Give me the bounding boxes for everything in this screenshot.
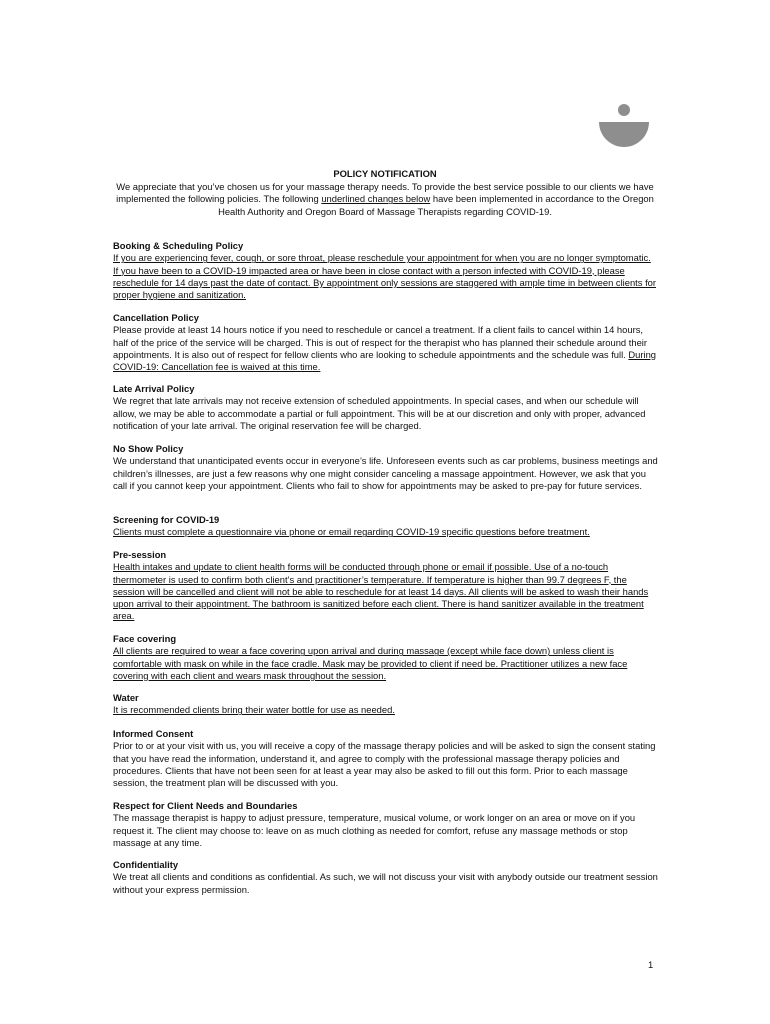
section-booking-scheduling bbox=[113, 240, 658, 301]
section-body bbox=[113, 561, 658, 622]
section-heading: Confidentiality bbox=[113, 859, 179, 870]
section-pre-session bbox=[113, 549, 658, 623]
intro-text-end: have been implemented in accordance to the Oregon Health Authority and Oregon Board of Massage Therapists regarding COVID-19. bbox=[218, 193, 654, 217]
section-body bbox=[113, 871, 658, 896]
page-number: 1 bbox=[648, 959, 654, 970]
section-body bbox=[113, 645, 658, 682]
section-no-show bbox=[113, 443, 658, 492]
section-body bbox=[113, 740, 658, 789]
section-heading: Respect for Client Needs and Boundaries bbox=[113, 800, 298, 811]
section-text: We treat all clients and conditions as confidential. As such, we will not discuss your visit with anybody outside our treatment session without your express permission. bbox=[113, 871, 658, 895]
intro-text: We appreciate that you’ve chosen us for your massage therapy needs. To provide the best service possible to our clients we have implemented the following policies. The following bbox=[116, 181, 654, 205]
section-underlined-text: It is recommended clients bring their water bottle for use as needed. bbox=[113, 704, 395, 716]
section-underlined-text: If you are experiencing fever, cough, or sore throat, please reschedule your appointment for when you are no longer symptomatic. If you have been to a COVID-19 impacted area or have been in close contact with a person infected with COVID-19, please reschedule for 14 days past the date of contact. By appointment only sessions are staggered with ample time in between clients for proper hygiene and sanitization. bbox=[113, 252, 657, 301]
section-body bbox=[113, 704, 658, 716]
section-body bbox=[113, 324, 658, 373]
intro-underlined-text: underlined changes below bbox=[321, 193, 431, 205]
section-heading: No Show Policy bbox=[113, 443, 184, 454]
section-heading: Screening for COVID-19 bbox=[113, 514, 220, 525]
section-body bbox=[113, 526, 658, 538]
section-informed-consent bbox=[113, 728, 658, 789]
circle-over-half-bowl-icon bbox=[598, 100, 650, 150]
section-text: Prior to or at your visit with us, you will receive a copy of the massage therapy policies and will be asked to sign the consent stating that you have read the information, understand it, and agree to comply with the professional massage therapy policies and procedures. Clients that have not been seen for at least a year may also be asked to fill out this form. Prior to each massage session, the treatment plan will be discussed with you. bbox=[113, 740, 656, 789]
section-heading: Informed Consent bbox=[113, 728, 194, 739]
section-screening-covid bbox=[113, 514, 658, 539]
section-text: Please provide at least 14 hours notice if you need to reschedule or cancel a treatment. If a client fails to cancel within 14 hours, half of the price of the service will be charged. This is out of respect for the therapist who has planned their schedule around their appointments. It is also out of respect for fellow clients who are looking to schedule appointments and the schedule was full. bbox=[113, 324, 647, 360]
section-heading: Booking & Scheduling Policy bbox=[113, 240, 244, 251]
section-body bbox=[113, 252, 658, 301]
section-text: We understand that unanticipated events occur in everyone’s life. Unforeseen events such as car problems, business meetings and children’s illnesses, are just a few reasons why one might consider canceling a massage appointment. However, we ask that you call if you cannot keep your appointment. Clients who fail to show for appointments may be asked to pre-pay for future services. bbox=[113, 455, 658, 491]
section-heading: Face covering bbox=[113, 633, 177, 644]
section-respect-boundaries bbox=[113, 800, 658, 849]
section-underlined-text: Clients must complete a questionnaire via phone or email regarding COVID-19 specific questions before treatment. bbox=[113, 526, 590, 538]
section-cancellation bbox=[113, 312, 658, 373]
section-water bbox=[113, 692, 658, 717]
section-text: We regret that late arrivals may not receive extension of scheduled appointments. In special cases, and when our schedule will allow, we may be able to accommodate a partial or full appointment. This will be at our discretion and only with proper, advanced notification of your late arrival. The original reservation fee will be charged. bbox=[113, 395, 646, 431]
section-body bbox=[113, 455, 658, 492]
section-text: The massage therapist is happy to adjust pressure, temperature, musical volume, or work longer on an area or move on if you request it. The client may choose to: leave on as much clothing as needed for comfort, refuse any massage methods or stop massage at any time. bbox=[113, 812, 636, 848]
section-face-covering bbox=[113, 633, 658, 682]
section-confidentiality bbox=[113, 859, 658, 896]
section-heading: Pre-session bbox=[113, 549, 167, 560]
intro-paragraph bbox=[105, 181, 665, 218]
section-underlined-text: All clients are required to wear a face covering upon arrival and during massage (except while face down) unless client is comfortable with mask on while in the face cradle. Mask may be provided to client if need be. Practitioner utilizes a new face covering with each client and wears mask throughout the session. bbox=[113, 645, 628, 681]
section-heading: Cancellation Policy bbox=[113, 312, 199, 323]
section-heading: Water bbox=[113, 692, 139, 703]
section-body bbox=[113, 395, 658, 432]
section-underlined-text: Health intakes and update to client health forms will be conducted through phone or email if possible. Use of a no-touch thermometer is used to confirm both client’s and practitioner’s temperature. If temperature is higher than 99.7 degrees F, the session will be cancelled and client will not be able to reschedule for at least 14 days. All clients will be asked to wash their hands upon arrival to their appointment. The bathroom is sanitized before each client. There is hand sanitizer available in the treatment area. bbox=[113, 561, 649, 622]
section-underlined-text: During COVID-19: Cancellation fee is waived at this time. bbox=[113, 348, 657, 373]
page-title: POLICY NOTIFICATION bbox=[333, 168, 437, 179]
logo bbox=[598, 100, 650, 150]
section-heading: Late Arrival Policy bbox=[113, 383, 195, 394]
section-body bbox=[113, 812, 658, 849]
section-late-arrival bbox=[113, 383, 658, 432]
